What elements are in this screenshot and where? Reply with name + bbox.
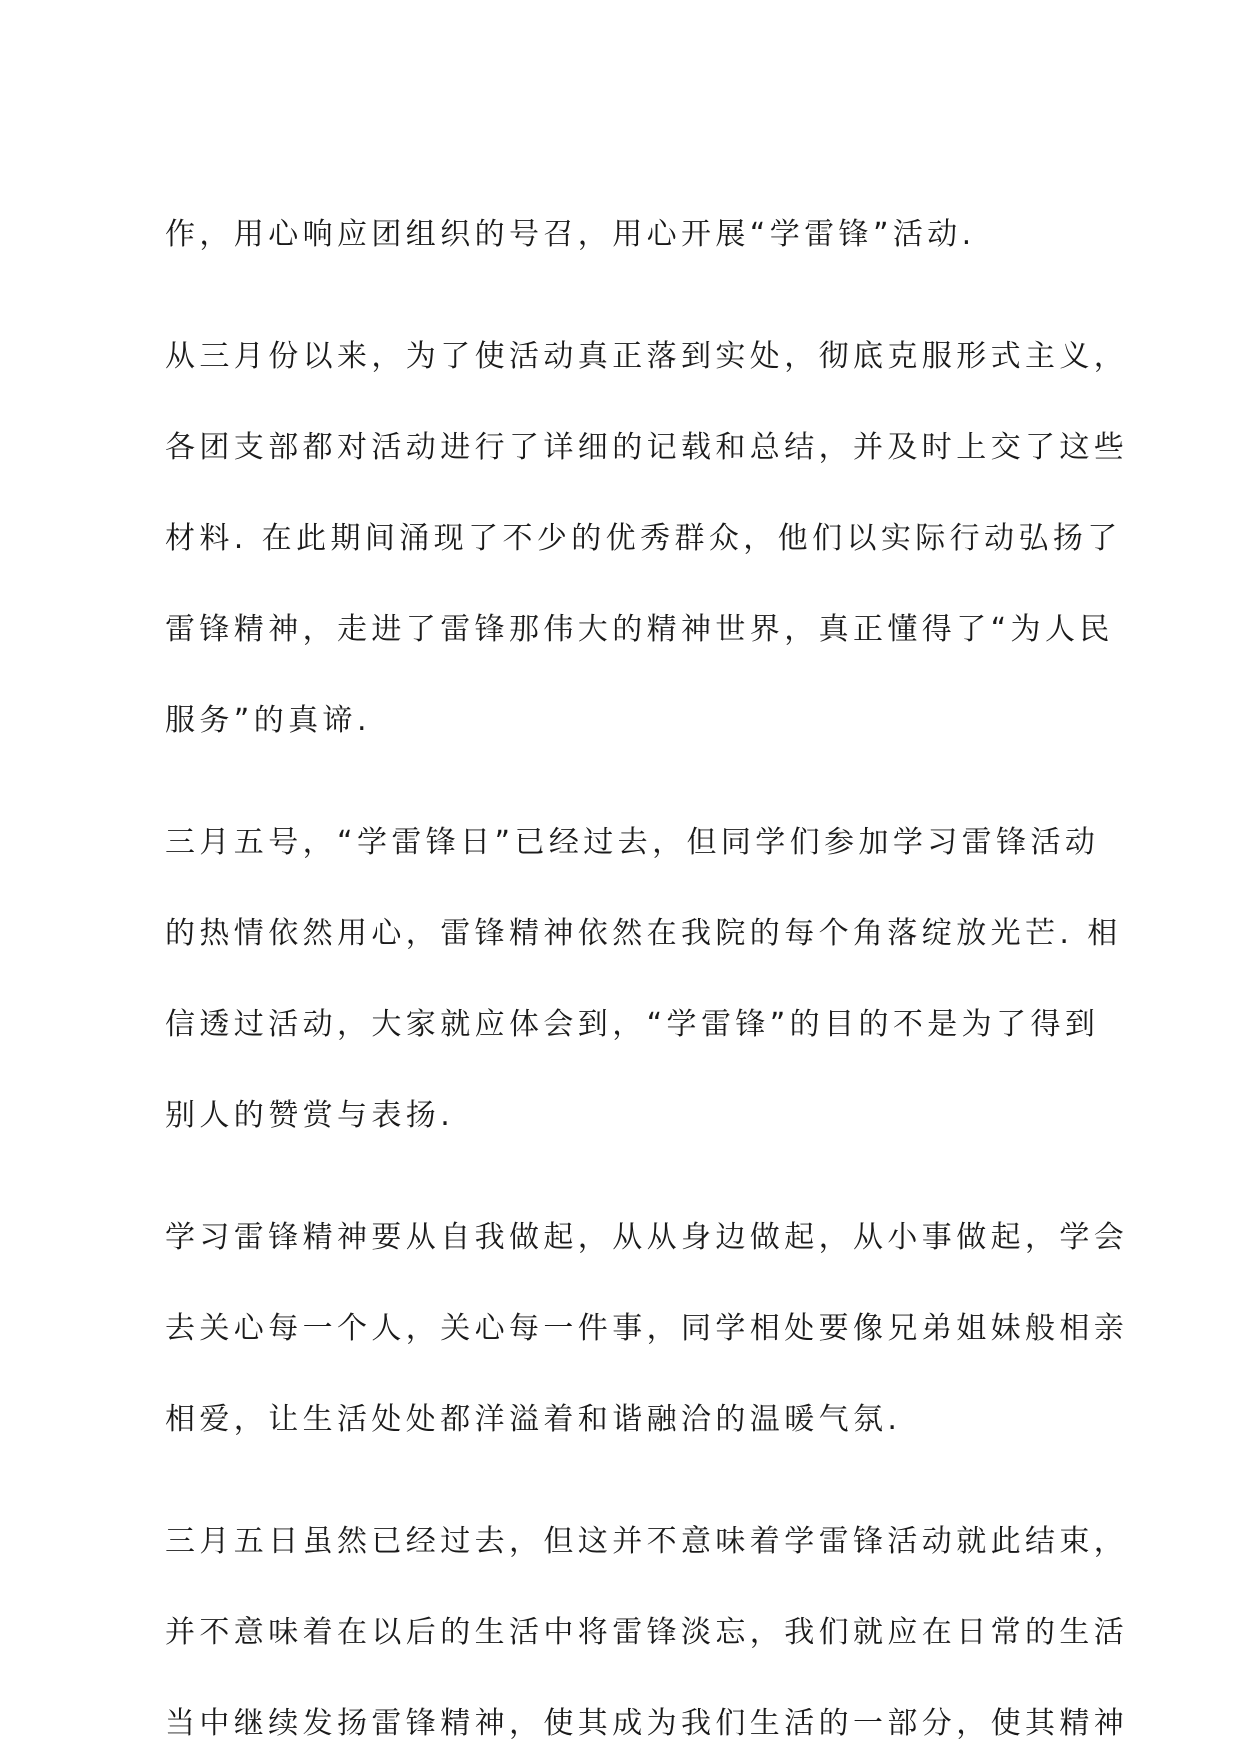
text-line: 三月五号，“学雷锋日”已经过去，但同学们参加学习雷锋活动 [165,825,1100,860]
text-line: 去关心每一个人，关心每一件事，同学相处要像兄弟姐妹般相亲 [165,1311,1129,1346]
document-body [165,217,1129,1741]
text-line: 并不意味着在以后的生活中将雷锋淡忘，我们就应在日常的生活 [165,1615,1129,1650]
paragraph-2 [165,339,1129,738]
text-line: 雷锋精神，走进了雷锋那伟大的精神世界，真正懂得了“为人民 [165,612,1114,647]
text-line: 信透过活动，大家就应体会到，“学雷锋”的目的不是为了得到 [165,1007,1100,1042]
paragraph-4 [165,1220,1129,1437]
paragraph-5 [165,1524,1129,1741]
text-line: 从三月份以来，为了使活动真正落到实处，彻底克服形式主义， [165,339,1129,374]
text-line: 相爱，让生活处处都洋溢着和谐融洽的温暖气氛. [165,1402,902,1437]
text-line: 服务”的真谛. [165,703,371,738]
paragraph-3 [165,825,1122,1133]
text-line: 当中继续发扬雷锋精神，使其成为我们生活的一部分，使其精神 [165,1706,1129,1741]
text-line: 三月五日虽然已经过去，但这并不意味着学雷锋活动就此结束， [165,1524,1129,1559]
text-line: 别人的赞赏与表扬. [165,1098,455,1133]
paragraph-1 [165,217,1095,252]
text-line: 材料. 在此期间涌现了不少的优秀群众，他们以实际行动弘扬了 [165,521,1122,556]
text-line: 作，用心响应团组织的号召，用心开展“学雷锋”活动. [165,217,976,252]
text-line: 各团支部都对活动进行了详细的记载和总结，并及时上交了这些 [165,430,1129,465]
text-line: 的热情依然用心，雷锋精神依然在我院的每个角落绽放光芒. 相 [165,916,1122,951]
text-line: 学习雷锋精神要从自我做起，从从身边做起，从小事做起，学会 [165,1220,1129,1255]
